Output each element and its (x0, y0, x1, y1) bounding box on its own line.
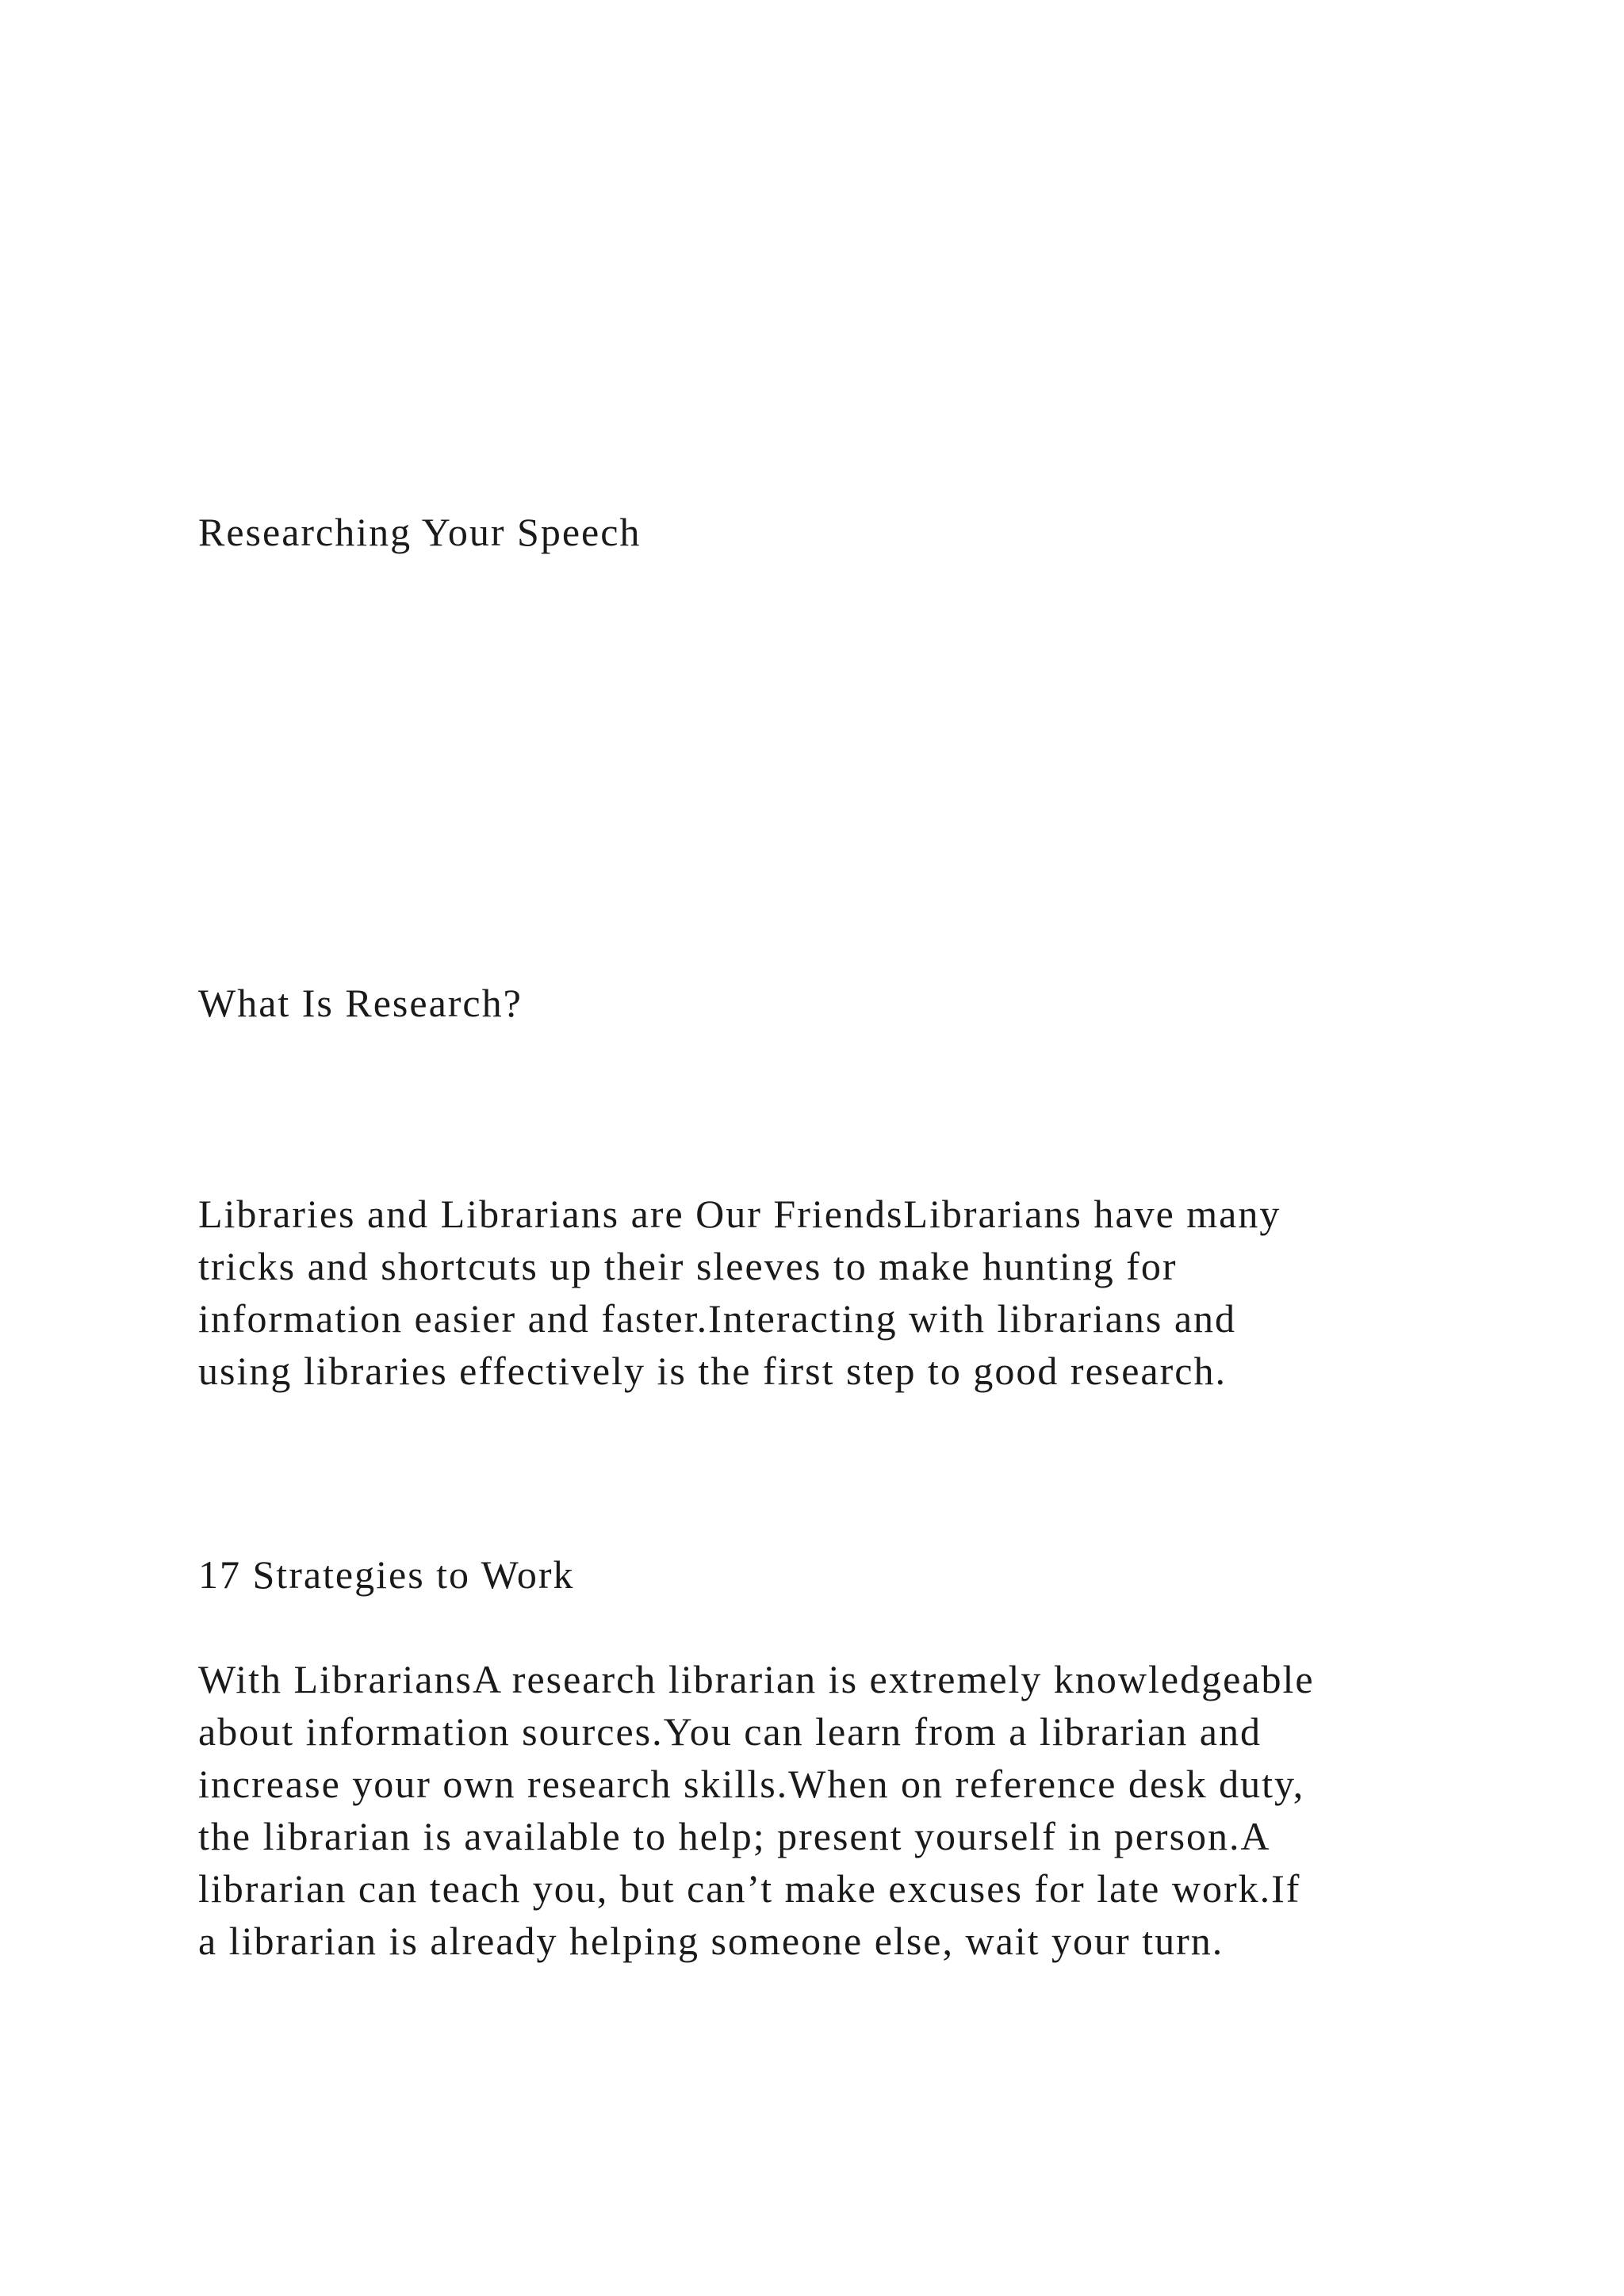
paragraph-line: the librarian is available to help; present yourself in person.A (198, 1814, 1271, 1858)
paragraph-libraries-and-librarians (198, 1188, 1281, 1397)
paragraph-line: tricks and shortcuts up their sleeves to make hunting for (198, 1244, 1178, 1288)
paragraph-line: information easier and faster.Interacting with librarians and (198, 1296, 1237, 1341)
paragraph-line: about information sources.You can learn from a librarian and (198, 1709, 1262, 1754)
section-heading-17-strategies: 17 Strategies to Work (198, 1552, 575, 1597)
paragraph-line: With LibrariansA research librarian is extremely knowledgeable (198, 1657, 1315, 1701)
paragraph-line: librarian can teach you, but can’t make excuses for late work.If (198, 1866, 1301, 1911)
paragraph-line: Libraries and Librarians are Our FriendsLibrarians have many (198, 1192, 1281, 1236)
paragraph-line: a librarian is already helping someone else, wait your turn. (198, 1919, 1224, 1963)
paragraph-working-with-librarians (198, 1653, 1315, 1967)
section-heading-what-is-research: What Is Research? (198, 981, 523, 1025)
paragraph-line: using libraries effectively is the first step to good research. (198, 1349, 1227, 1393)
paragraph-line: increase your own research skills.When on reference desk duty, (198, 1762, 1305, 1806)
document-title: Researching Your Speech (198, 510, 642, 554)
